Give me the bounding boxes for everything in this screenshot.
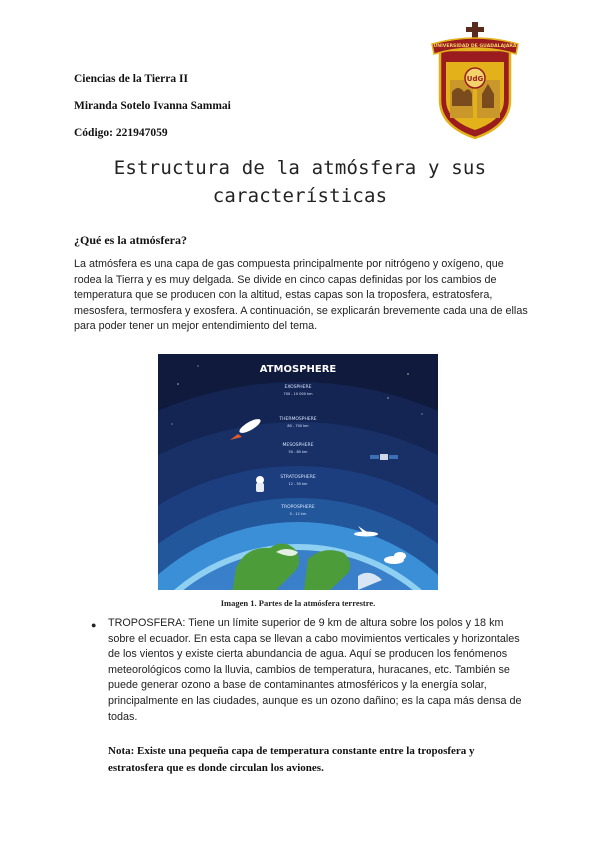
layer-range-troposphere: 0 - 12 km	[289, 512, 307, 516]
layer-range-mesosphere: 50 - 80 km	[288, 450, 308, 454]
svg-text:UdG: UdG	[466, 75, 484, 83]
layer-range-stratosphere: 12 - 50 km	[288, 482, 308, 486]
student-code: Código: 221947059	[74, 127, 168, 139]
layer-name-exosphere: EXOSPHERE	[284, 385, 312, 390]
astronaut-icon	[256, 476, 264, 492]
layer-range-thermosphere: 80 - 700 km	[287, 424, 309, 428]
atmosphere-figure	[158, 354, 438, 590]
layer-range-exosphere: 700 - 10 000 km	[283, 392, 313, 396]
troposphere-paragraph	[108, 616, 526, 725]
seal-cross-icon	[466, 22, 484, 38]
layer-name-stratosphere: STRATOSPHERE	[280, 475, 316, 480]
page-title: Estructura de la atmósfera y sus características	[113, 157, 487, 207]
layer-name-mesosphere: MESOSPHERE	[282, 443, 314, 448]
figure-caption: Imagen 1. Partes de la atmósfera terrestre.	[220, 598, 376, 608]
figure-heading: ATMOSPHERE	[259, 364, 337, 375]
note-paragraph: Nota: Existe una pequeña capa de temperatura constante entre la troposfera y estratosfera que es donde circulan los aviones.	[108, 745, 475, 774]
bullet-marker: ●	[91, 620, 97, 630]
seal-banner-text: UNIVERSIDAD DE GUADALAJARA	[433, 44, 517, 49]
section-heading: ¿Qué es la atmósfera?	[74, 233, 187, 247]
troposphere-text: : Tiene un límite superior de 9 km de altura sobre los polos y 18 km sobre el ecuador. En esta capa se llevan a cabo movimientos verticales y horizontales de los vientos y existe cierta abundancia de agua. Aquí se producen los fenómenos meteorológicos como la lluvia, cambios de temperatura, huracanes, etc. También se puede generar ozono a base de contaminantes atmosféricos y la energía solar, principalmente en las ciudades, aunque es un ozono dañino; es la capa más densa de todas.	[108, 617, 522, 723]
intro-paragraph: La atmósfera es una capa de gas compuesta principalmente por nitrógeno y oxígeno, que rodea la Tierra y es muy delgada. Se divide en cinco capas definidas por los cambios de temperatura que se producen con la altitud, estas capas son la troposfera, estratosfera, mesosfera, termosfera y exosfera. A continuación, se explicarán brevemente cada una de ellas para poder tener un mejor entendimiento del tema.	[74, 258, 528, 333]
layer-name-thermosphere: THERMOSPHERE	[279, 417, 317, 422]
university-seal	[430, 22, 520, 140]
student-name: Miranda Sotelo Ivanna Sammai	[74, 100, 231, 112]
layer-name-troposphere: TROPOSPHERE	[281, 505, 315, 510]
troposphere-term: TROPOSFERA	[108, 617, 183, 629]
course-name: Ciencias de la Tierra II	[74, 73, 188, 85]
